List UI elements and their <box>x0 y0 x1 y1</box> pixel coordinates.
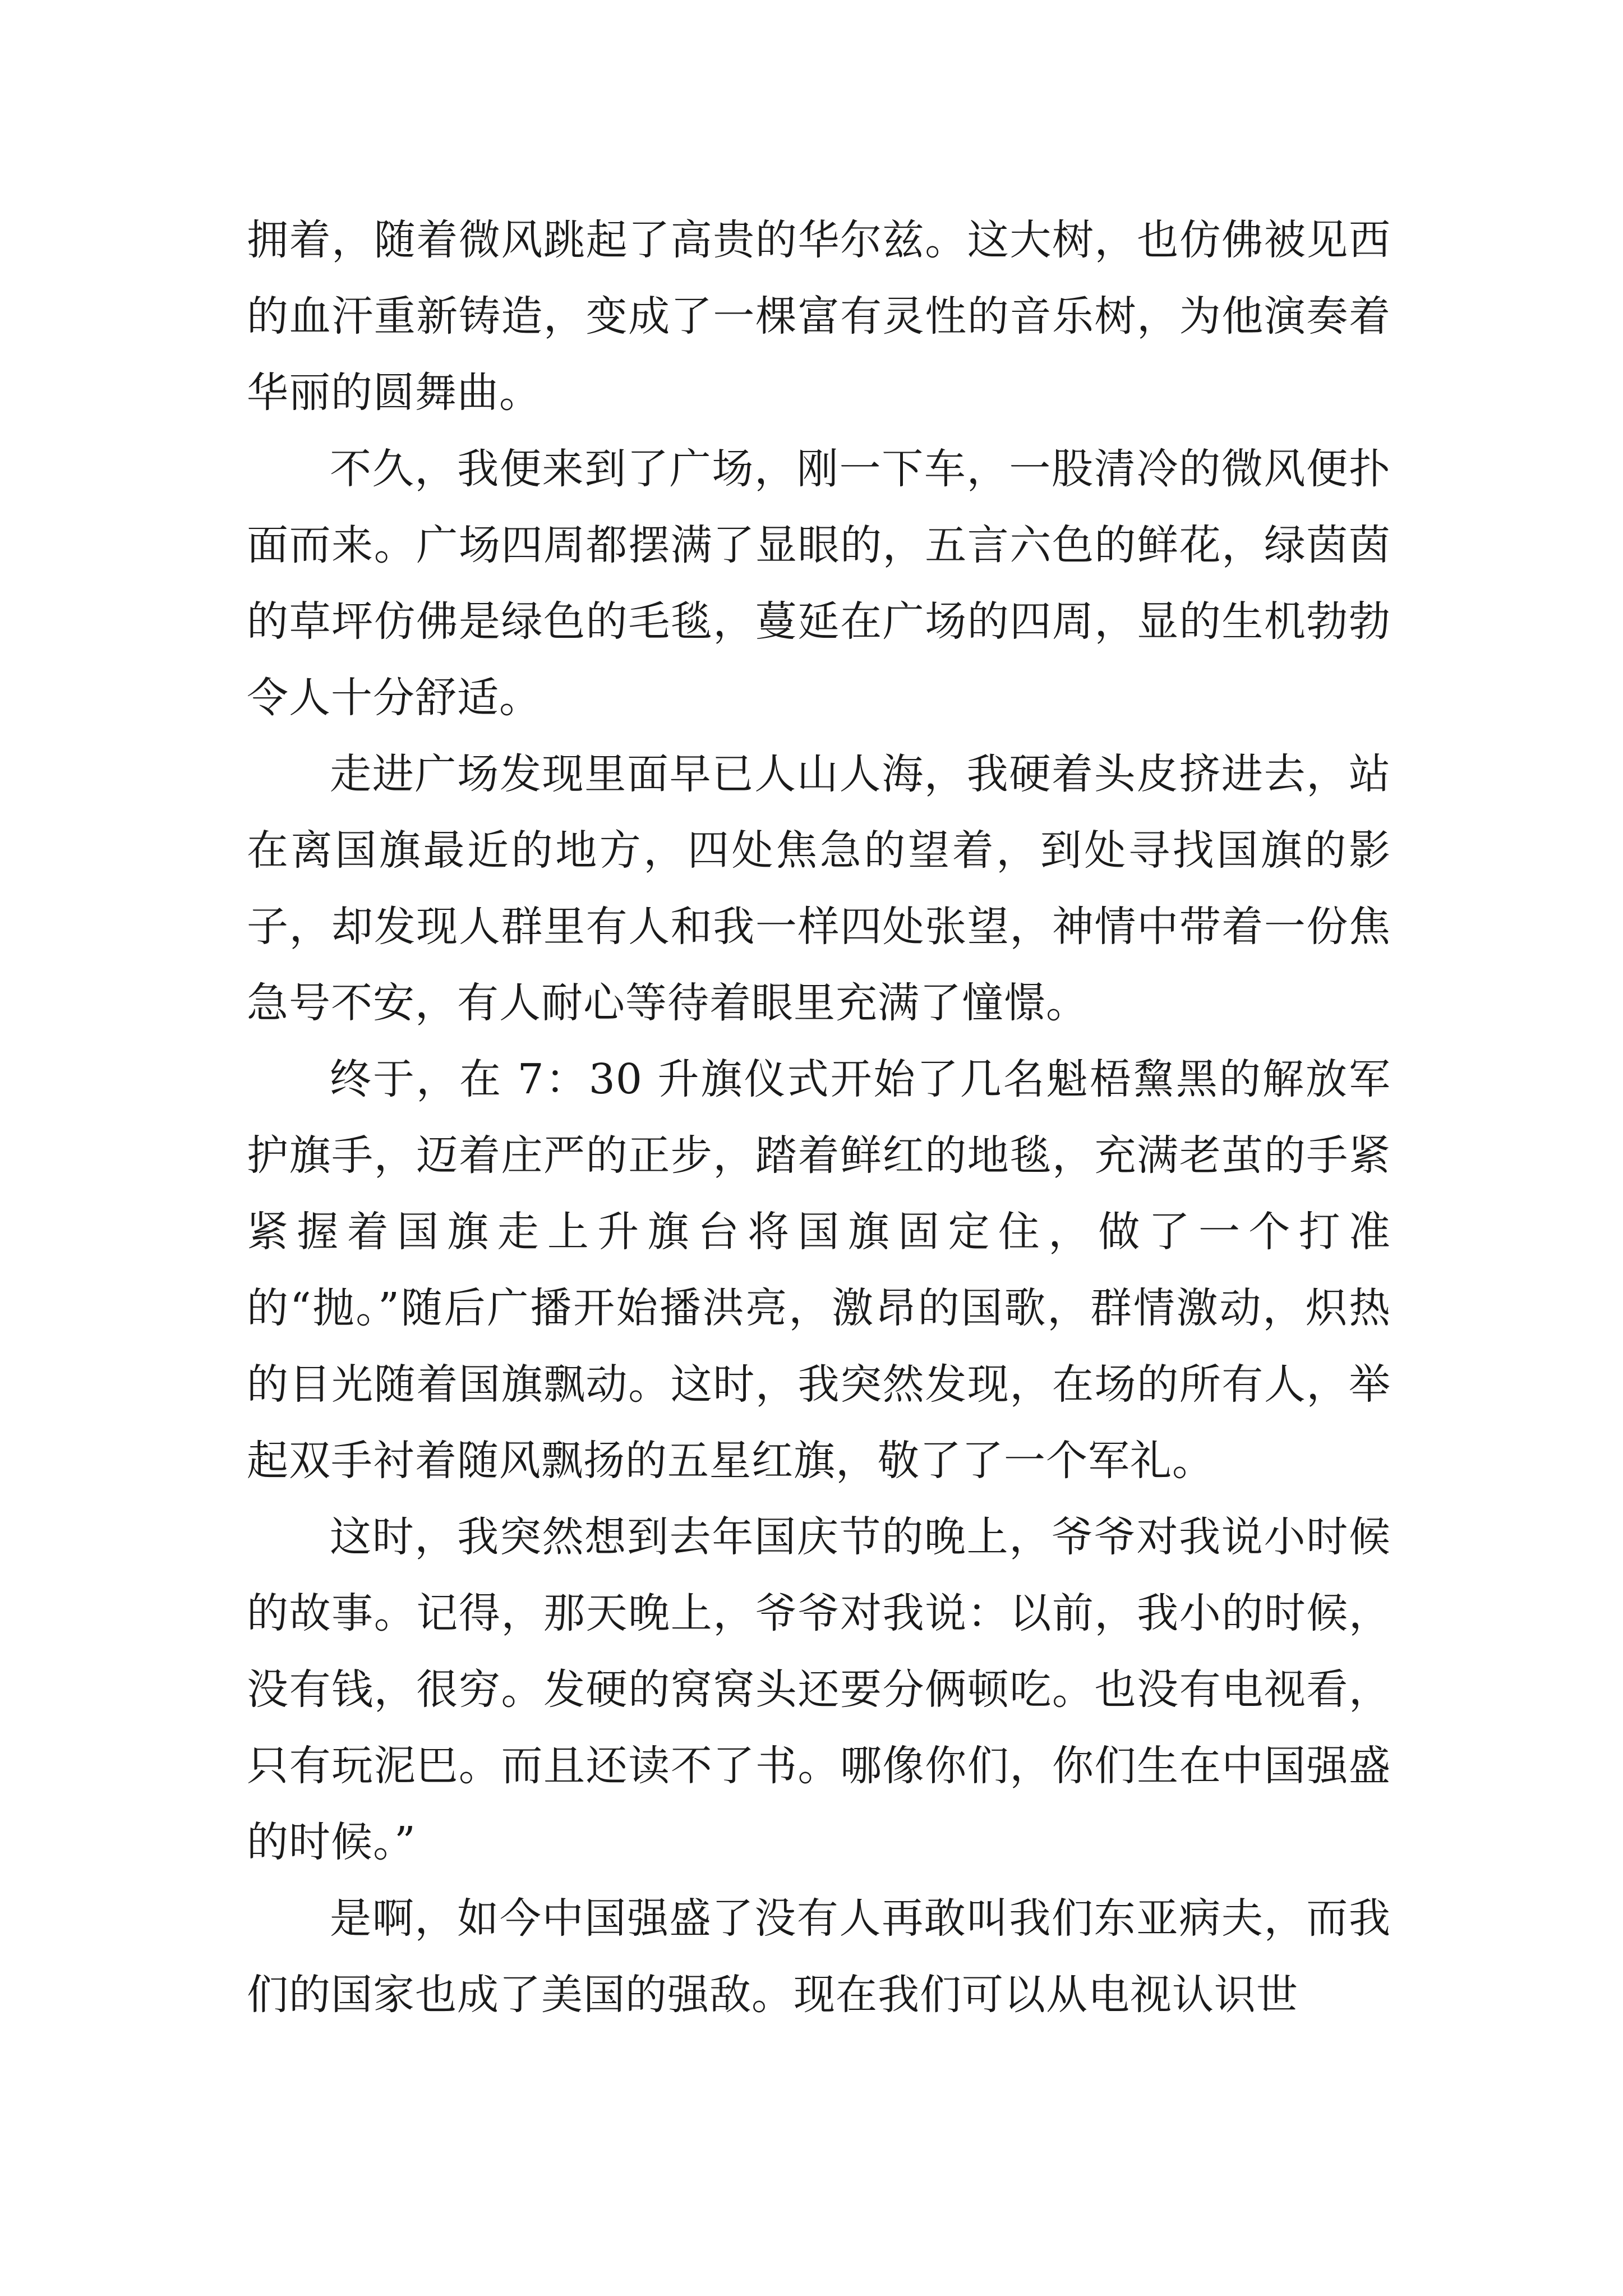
paragraph-2: 不久，我便来到了广场，刚一下车，一股清冷的微风便扑面而来。广场四周都摆满了显眼的，五言六色的鲜花，绿茵茵的草坪仿佛是绿色的毛毯，蔓延在广场的四周，显的生机勃勃令人十分舒适。 <box>247 445 1391 722</box>
paragraph-4: 终于，在 7：30 升旗仪式开始了几名魁梧黧黑的解放军护旗手，迈着庄严的正步，踏着鲜红的地毯，充满老茧的手紧紧握着国旗走上升旗台将国旗固定住，做了一个打准的“抛。”随后广播开始播洪亮，激昂的国歌，群情激动，炽热的目光随着国旗飘动。这时，我突然发现，在场的所有人，举起双手衬着随风飘扬的五星红旗，敬了了一个军礼。 <box>247 1055 1391 1485</box>
paragraph-1: 拥着，随着微风跳起了高贵的华尔兹。这大树，也仿佛被见西的血汗重新铸造，变成了一棵富有灵性的音乐树，为他演奏着华丽的圆舞曲。 <box>247 216 1391 417</box>
paragraph-6: 是啊，如今中国强盛了没有人再敢叫我们东亚病夫，而我们的国家也成了美国的强敌。现在我们可以从电视认识世 <box>247 1894 1391 2019</box>
paragraph-5: 这时，我突然想到去年国庆节的晚上，爷爷对我说小时候的故事。记得，那天晚上，爷爷对我说：以前，我小的时候，没有钱，很穷。发硬的窝窝头还要分俩顿吃。也没有电视看，只有玩泥巴。而且还读不了书。哪像你们，你们生在中国强盛的时候。” <box>247 1513 1391 1866</box>
paragraph-3: 走进广场发现里面早已人山人海，我硬着头皮挤进去，站在离国旗最近的地方，四处焦急的望着，到处寻找国旗的影子，却发现人群里有人和我一样四处张望，神情中带着一份焦急号不安，有人耐心等待着眼里充满了憧憬。 <box>247 750 1391 1027</box>
document-body <box>247 202 1391 2033</box>
